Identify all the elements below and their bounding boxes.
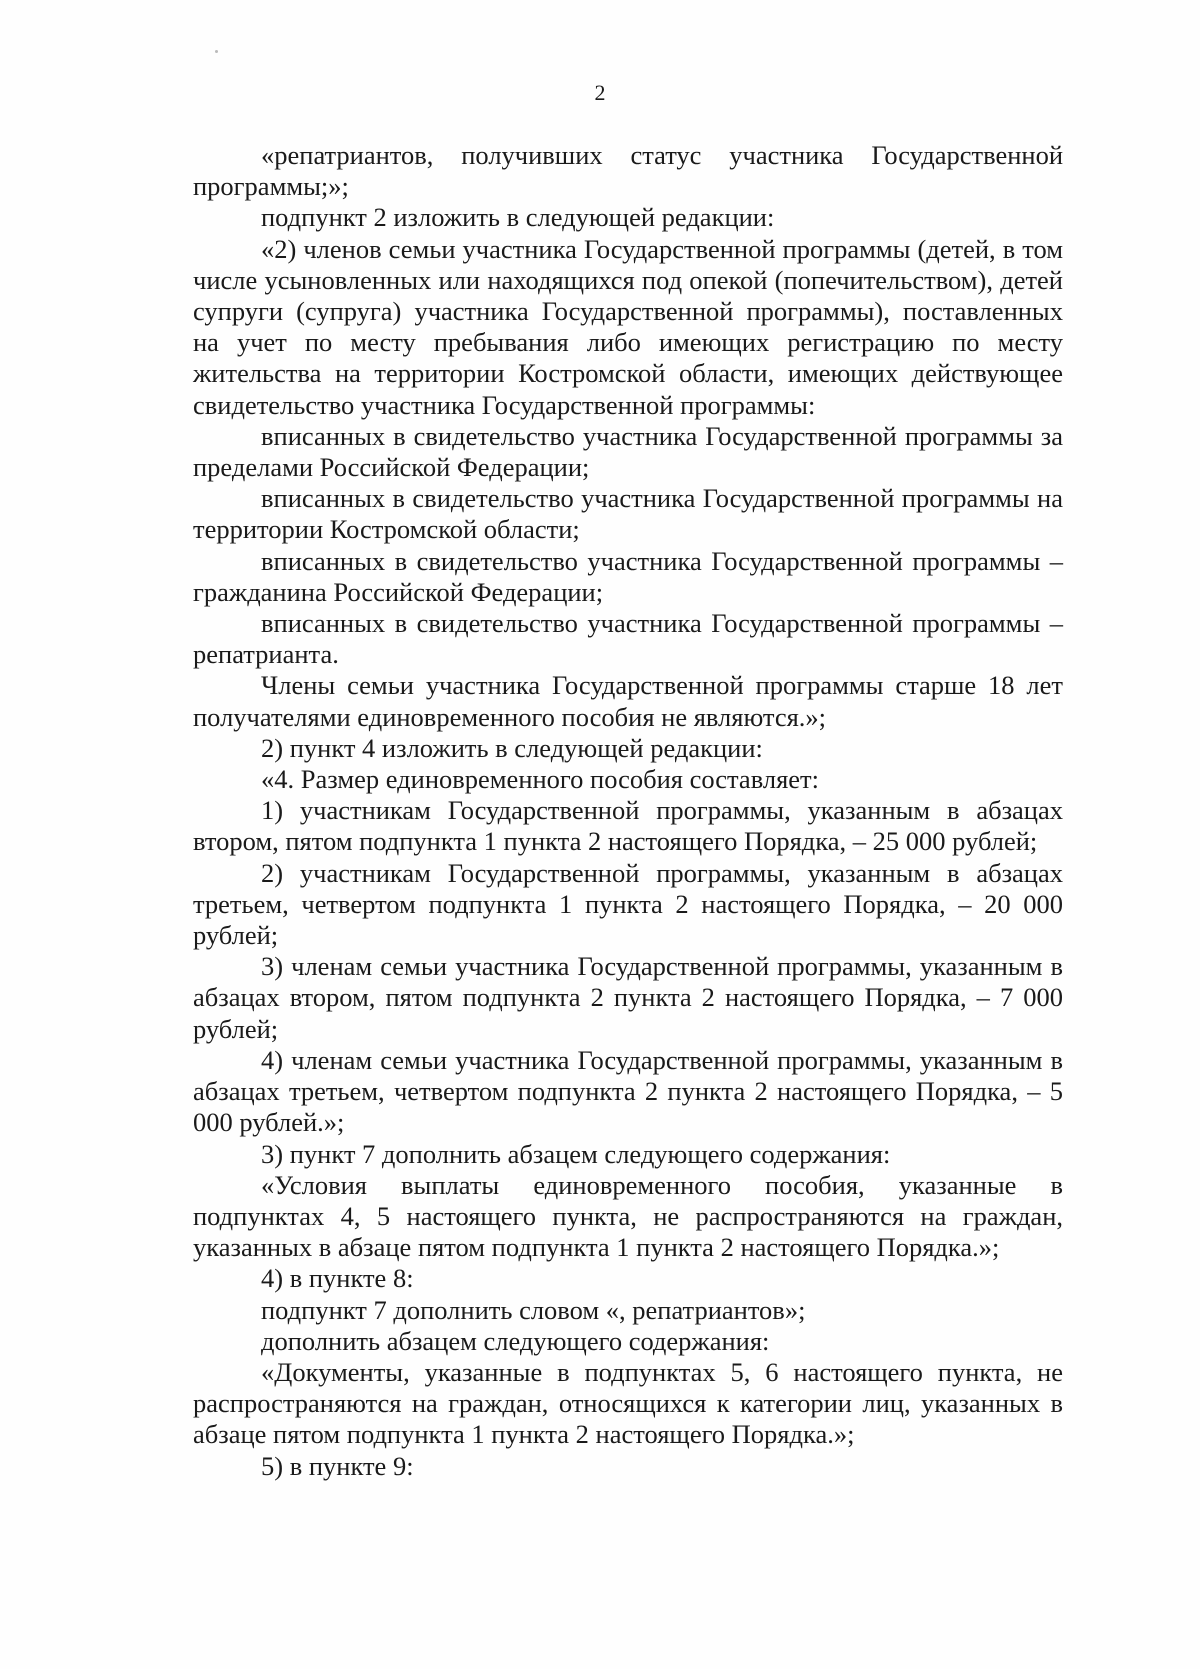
paragraph-point-8: 4) в пункте 8: [261,1263,414,1294]
paragraph-point-4-edit: 2) пункт 4 изложить в следующей редакции: [261,732,763,763]
page-number: 2 [594,80,606,105]
paragraph-point-7-add: 3) пункт 7 дополнить абзацем следующего содержания: [261,1138,891,1169]
paragraph-subpoint-2-edit: подпункт 2 изложить в следующей редакции: [261,202,775,233]
document-body [193,140,1063,1482]
paragraph-outside-russia: вписанных в свидетельство участника Государственной программы за пределами Российской Федерации; [193,420,1063,483]
paragraph-repatriant: вписанных в свидетельство участника Государственной программы – репатрианта. [193,608,1063,670]
paragraph-amount-5000: 4) членам семьи участника Государственной программы, указанным в абзацах третьем, четвертом подпункта 2 пункта 2 настоящего Порядка, – 5 000 рублей.»; [193,1044,1063,1138]
paragraph-amount-20000: 2) участникам Государственной программы, указанным в абзацах третьем, четвертом подпункта 1 пункта 2 настоящего Порядка, – 20 000 рублей; [193,857,1063,951]
paragraph-kostroma-region: вписанных в свидетельство участника Государственной программы на территории Костромской области; [193,483,1063,545]
paragraph-benefit-size: «4. Размер единовременного пособия составляет: [261,764,819,795]
paragraph-russian-citizen: вписанных в свидетельство участника Государственной программы – гражданина Российской Федерации; [193,545,1063,607]
paragraph-documents: «Документы, указанные в подпунктах 5, 6 настоящего пункта, не распространяются на граждан, относящихся к категории лиц, указанных в абзаце пятом подпункта 1 пункта 2 настоящего Порядка.»; [193,1356,1063,1450]
paragraph-subpoint-7-add: подпункт 7 дополнить словом «, репатриантов»; [261,1294,806,1325]
paragraph-repatriants-status: «репатриантов, получивших статус участника Государственной программы;»; [193,140,1063,202]
paragraph-family-members: «2) членов семьи участника Государственной программы (детей, в том числе усыновленных или находящихся под опекой (попечительством), детей супруги (супруга) участника Государственной программы), поставленных на учет по месту пребывания либо имеющих регистрацию по месту жительства на территории Костромской области, имеющих действующее свидетельство участника Государственной программы: [193,233,1063,420]
paragraph-add-abzac: дополнить абзацем следующего содержания: [261,1325,770,1356]
paragraph-over-18: Члены семьи участника Государственной программы старше 18 лет получателями единовременного пособия не являются.»; [193,670,1063,732]
paragraph-amount-25000: 1) участникам Государственной программы, указанным в абзацах втором, пятом подпункта 1 пункта 2 настоящего Порядка, – 25 000 рублей; [193,795,1063,857]
paragraph-amount-7000: 3) членам семьи участника Государственной программы, указанным в абзацах втором, пятом подпункта 2 пункта 2 настоящего Порядка, – 7 000 рублей; [193,951,1063,1044]
paragraph-point-9: 5) в пункте 9: [261,1450,414,1481]
paragraph-payment-conditions: «Условия выплаты единовременного пособия, указанные в подпунктах 4, 5 настоящего пункта, не распространяются на граждан, указанных в абзаце пятом подпункта 1 пункта 2 настоящего Порядка.»; [193,1169,1063,1263]
scan-speck [215,50,218,53]
